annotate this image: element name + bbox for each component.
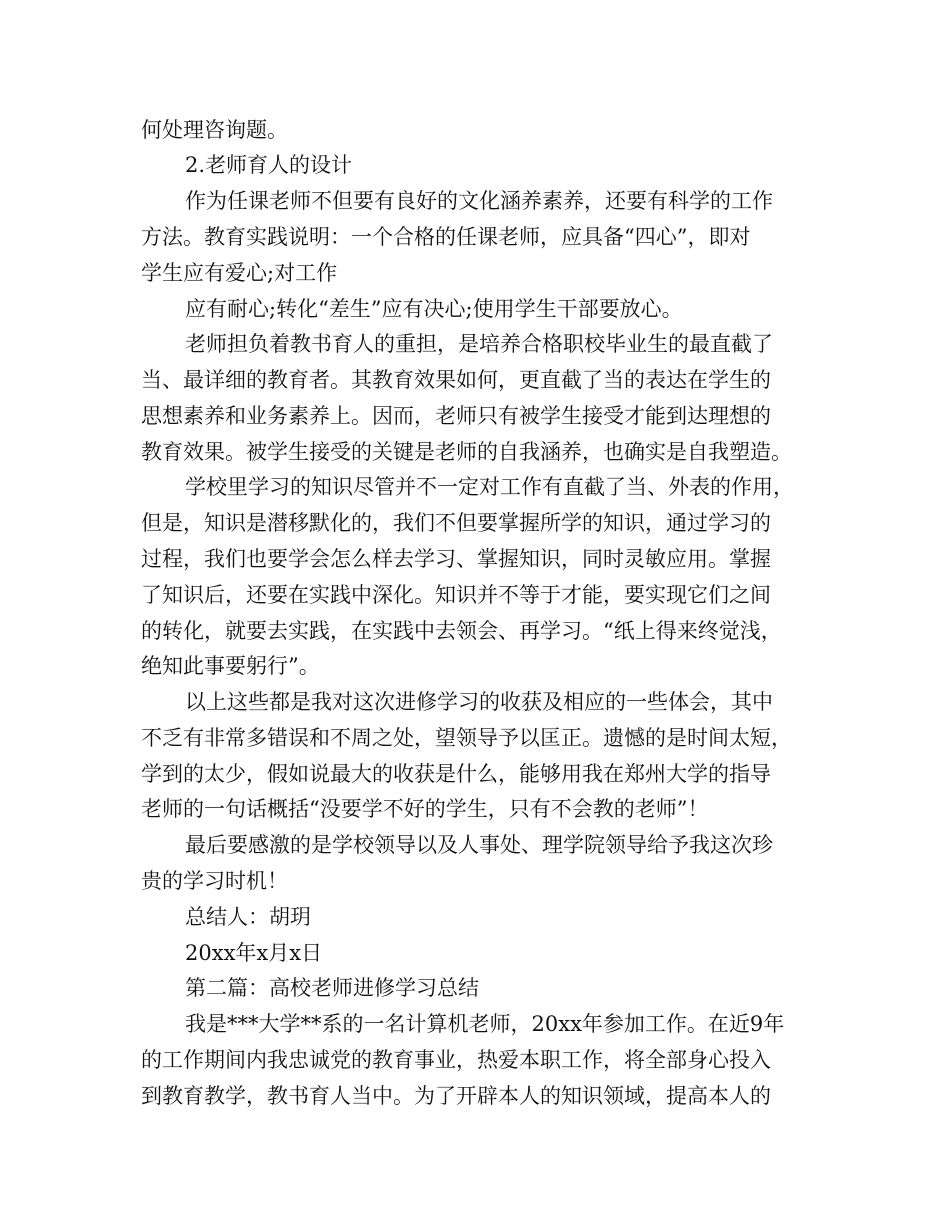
text-line: 学到的太少，假如说最大的收获是什么，能够用我在郑州大学的指导: [141, 762, 771, 786]
text-line: 了知识后，还要在实践中深化。知识并不等于才能，要实现它们之间: [141, 583, 771, 607]
section-heading: 2.老师育人的设计: [185, 153, 353, 177]
text-line: 不乏有非常多错误和不周之处，望领导予以匡正。遗憾的是时间太短，: [141, 726, 792, 750]
text-line: 老师担负着教书育人的重担，是培养合格职校毕业生的最直截了: [185, 332, 773, 356]
text-line: 学校里学习的知识尽管并不一定对工作有直截了当、外表的作用，: [185, 475, 794, 499]
text-line: 学生应有爱心;对工作: [141, 261, 338, 285]
text-line: 贵的学习时机！: [141, 869, 288, 893]
text-line: 教育效果。被学生接受的关键是老师的自我涵养，也确实是自我塑造。: [141, 440, 792, 464]
text-line: 方法。教育实践说明：一个合格的任课老师，应具备“四心”，即对: [141, 225, 751, 249]
text-line: 思想素养和业务素养上。因而，老师只有被学生接受才能到达理想的: [141, 404, 771, 428]
text-line: 的工作期间内我忠诚党的教育事业，热爱本职工作，将全部身心投入: [141, 1048, 771, 1072]
text-line: 应有耐心;转化“差生”应有决心;使用学生干部要放心。: [185, 297, 683, 321]
text-line: 的转化，就要去实践，在实践中去领会、再学习。“纸上得来终觉浅，: [141, 619, 782, 643]
date-line: 20xx年x月x日: [185, 941, 323, 965]
section-heading: 第二篇：高校老师进修学习总结: [185, 976, 479, 1000]
text-line: 我是***大学**系的一名计算机老师，20xx年参加工作。在近9年: [185, 1012, 785, 1036]
text-line: 过程，我们也要学会怎么样去学习、掌握知识，同时灵敏应用。掌握: [141, 547, 771, 571]
text-line: 最后要感激的是学校领导以及人事处、理学院领导给予我这次珍: [185, 833, 773, 857]
text-line: 但是，知识是潜移默化的，我们不但要掌握所学的知识，通过学习的: [141, 511, 771, 535]
text-line: 当、最详细的教育者。其教育效果如何，更直截了当的表达在学生的: [141, 368, 771, 392]
text-line: 何处理咨询题。: [141, 118, 288, 142]
text-line: 作为任课老师不但要有良好的文化涵养素养，还要有科学的工作: [185, 189, 773, 213]
text-line: 绝知此事要躬行”。: [141, 654, 320, 678]
text-line: 以上这些都是我对这次进修学习的收获及相应的一些体会，其中: [185, 690, 773, 714]
text-line: 到教育教学，教书育人当中。为了开辟本人的知识领域，提高本人的: [141, 1084, 771, 1108]
signature-line: 总结人：胡玥: [185, 905, 311, 929]
text-line: 老师的一句话概括“没要学不好的学生，只有不会教的老师”！: [141, 797, 709, 821]
